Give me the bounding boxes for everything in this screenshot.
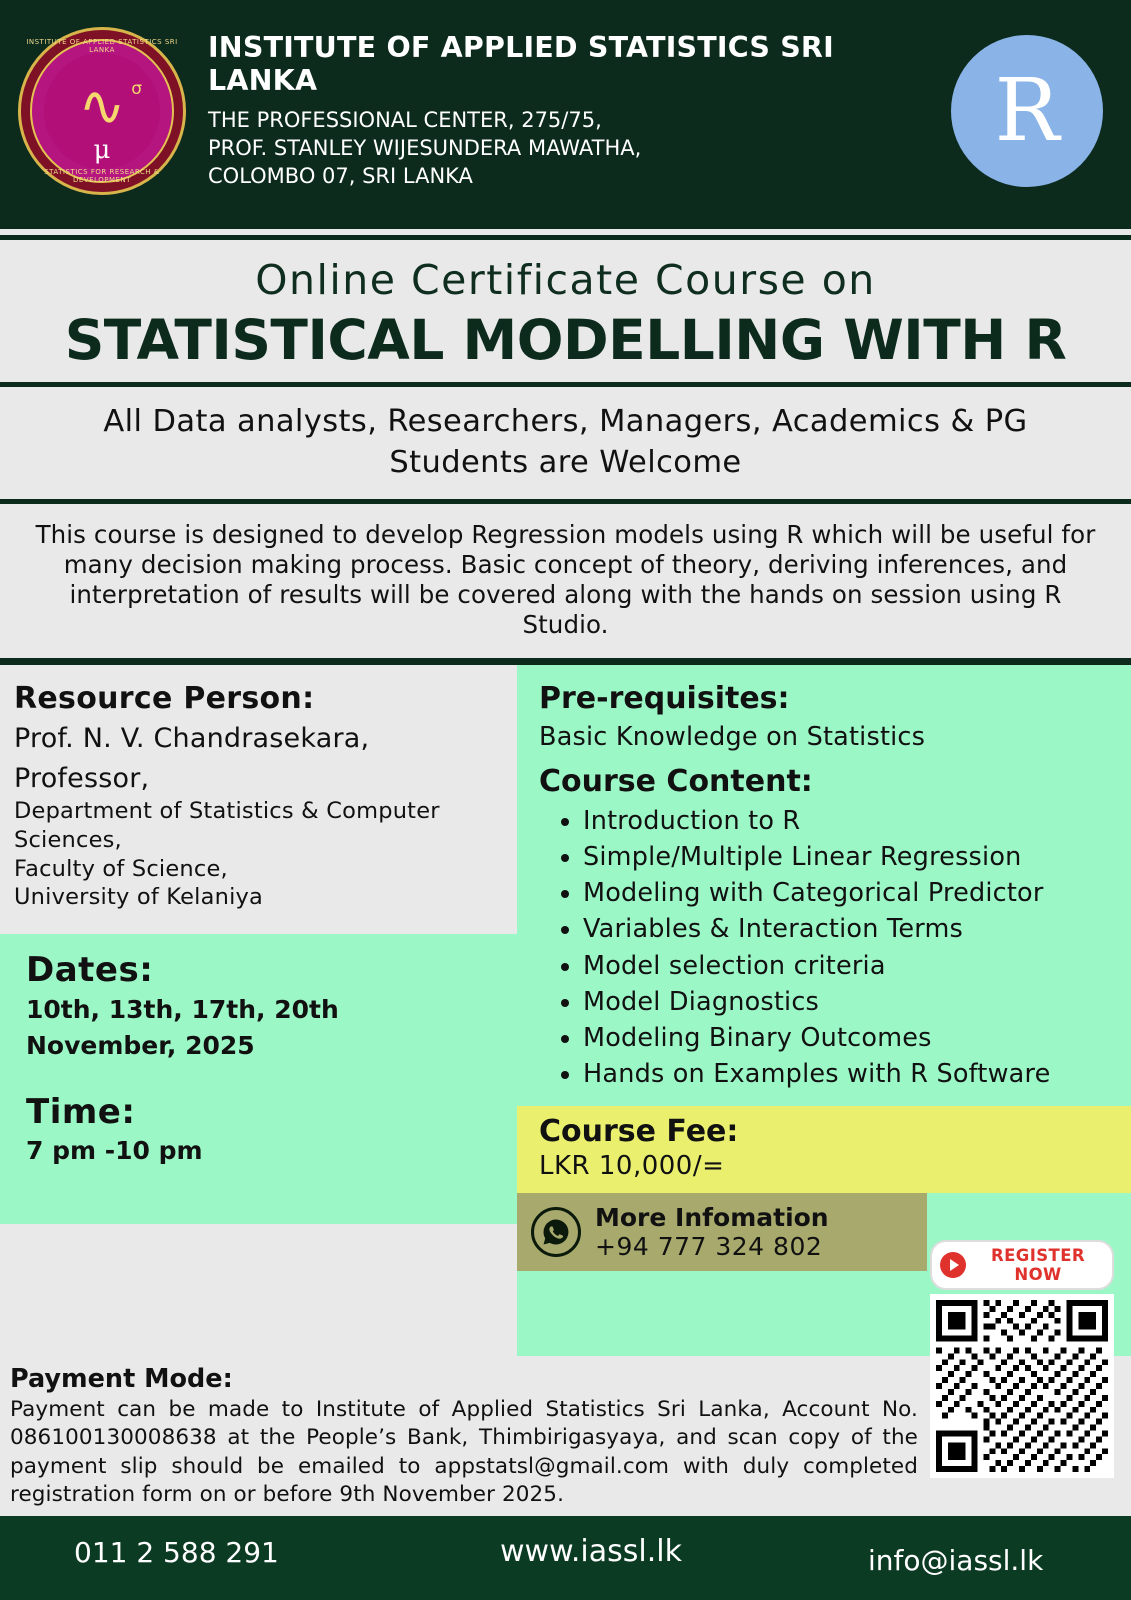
institute-logo-icon: ∿ μ σ INSTITUTE OF APPLIED STATISTICS SRI LANKA STATISTICS FOR RESEARCH & DEVELOPMENT bbox=[18, 27, 186, 195]
course-fee-block bbox=[517, 1106, 1131, 1193]
registration-area[interactable] bbox=[923, 1240, 1121, 1478]
list-item: • Model Diagnostics bbox=[583, 984, 1113, 1020]
footer-email[interactable]: info@iassl.lk bbox=[868, 1544, 1044, 1577]
logo-mu-symbol: μ bbox=[93, 135, 111, 165]
list-item: • Introduction to R bbox=[583, 803, 1113, 839]
resource-person-university: University of Kelaniya bbox=[14, 884, 264, 911]
resource-person-name: Prof. N. V. Chandrasekara, bbox=[14, 722, 370, 754]
register-now-label: REGISTER NOW bbox=[991, 1245, 1085, 1284]
resource-person-dept-1: Department of Statistics & Computer bbox=[14, 797, 440, 824]
address-line-2: PROF. STANLEY WIJESUNDERA MAWATHA, bbox=[208, 136, 642, 161]
organization-name: INSTITUTE OF APPLIED STATISTICS SRI LANKA bbox=[208, 31, 834, 98]
divider-intro bbox=[0, 658, 1131, 665]
left-column bbox=[0, 665, 517, 1356]
whatsapp-icon bbox=[531, 1207, 581, 1257]
footer-website[interactable]: www.iassl.lk bbox=[500, 1534, 682, 1569]
logo-sigma-symbol: σ bbox=[131, 79, 142, 99]
course-title: STATISTICAL MODELLING WITH R bbox=[64, 308, 1067, 372]
dates-line-1: 10th, 13th, 17th, 20th bbox=[26, 995, 339, 1025]
dates-block bbox=[0, 934, 517, 1224]
right-column bbox=[517, 665, 1131, 1356]
list-item: • Model selection criteria bbox=[583, 948, 1113, 984]
list-item: • Modeling Binary Outcomes bbox=[583, 1020, 1113, 1056]
payment-mode-heading: Payment Mode: bbox=[10, 1363, 233, 1394]
registration-qr-code[interactable] bbox=[930, 1294, 1114, 1478]
more-information-heading: More Infomation bbox=[595, 1203, 829, 1233]
main-content bbox=[0, 665, 1131, 1356]
logo-ring-text-bottom: STATISTICS FOR RESEARCH & DEVELOPMENT bbox=[44, 168, 160, 184]
more-information-phone[interactable]: +94 777 324 802 bbox=[595, 1231, 823, 1261]
course-fee-amount: LKR 10,000/= bbox=[539, 1151, 725, 1182]
r-logo-icon: R bbox=[951, 35, 1103, 187]
dates-line-2: November, 2025 bbox=[26, 1031, 255, 1061]
prerequisites-block bbox=[517, 665, 1131, 1093]
time-heading: Time: bbox=[26, 1092, 136, 1133]
resource-person-heading: Resource Person: bbox=[14, 680, 315, 716]
resource-person-block bbox=[0, 665, 517, 912]
course-description: This course is designed to develop Regression models using R which will be useful for many decision making process. Basic concept of theory, deriving inferences, and interpretation of results will be covered along with the hands on session using R Studio. bbox=[0, 504, 1131, 658]
list-item: • Modeling with Categorical Predictor bbox=[583, 875, 1113, 911]
payment-mode-text: Payment can be made to Institute of Applied Statistics Sri Lanka, Account No. 086100130008638 at the People’s Bank, Thimbirigasyaya, and scan copy of the payment slip should be emailed to appstatsl@gmail.com with duly completed registration form on or before 9th November 2025. bbox=[10, 1396, 918, 1508]
address-line-1: THE PROFESSIONAL CENTER, 275/75, bbox=[208, 108, 602, 133]
course-content-heading: Course Content: bbox=[539, 763, 813, 799]
time-value: 7 pm -10 pm bbox=[26, 1136, 203, 1166]
divider-top bbox=[0, 222, 1131, 229]
header-text bbox=[208, 31, 951, 190]
header bbox=[0, 0, 1131, 222]
payment-mode-block bbox=[0, 1356, 930, 1516]
prerequisites-text: Basic Knowledge on Statistics bbox=[539, 721, 926, 752]
footer-phone[interactable]: 011 2 588 291 bbox=[74, 1536, 279, 1569]
list-item: • Hands on Examples with R Software bbox=[583, 1056, 1113, 1092]
audience-text: All Data analysts, Researchers, Managers, Academics & PG Students are Welcome bbox=[0, 387, 1131, 499]
course-subtitle: Online Certificate Course on bbox=[255, 256, 876, 304]
address-line-3: COLOMBO 07, SRI LANKA bbox=[208, 163, 473, 188]
play-arrow-icon bbox=[940, 1252, 966, 1278]
logo-ring-text-top: INSTITUTE OF APPLIED STATISTICS SRI LANKA bbox=[26, 38, 178, 54]
list-item: • Variables & Interaction Terms bbox=[583, 911, 1113, 947]
prerequisites-heading: Pre-requisites: bbox=[539, 680, 790, 716]
more-information-block[interactable] bbox=[517, 1193, 927, 1271]
list-item: • Simple/Multiple Linear Regression bbox=[583, 839, 1113, 875]
title-block bbox=[0, 240, 1131, 382]
footer bbox=[0, 1516, 1131, 1600]
register-now-button[interactable] bbox=[930, 1240, 1114, 1290]
course-fee-heading: Course Fee: bbox=[539, 1114, 739, 1150]
resource-person-faculty: Faculty of Science, bbox=[14, 855, 228, 882]
resource-person-dept-2: Sciences, bbox=[14, 826, 122, 853]
dates-heading: Dates: bbox=[26, 950, 154, 991]
resource-person-role: Professor, bbox=[14, 763, 150, 795]
course-content-list bbox=[539, 803, 1113, 1093]
